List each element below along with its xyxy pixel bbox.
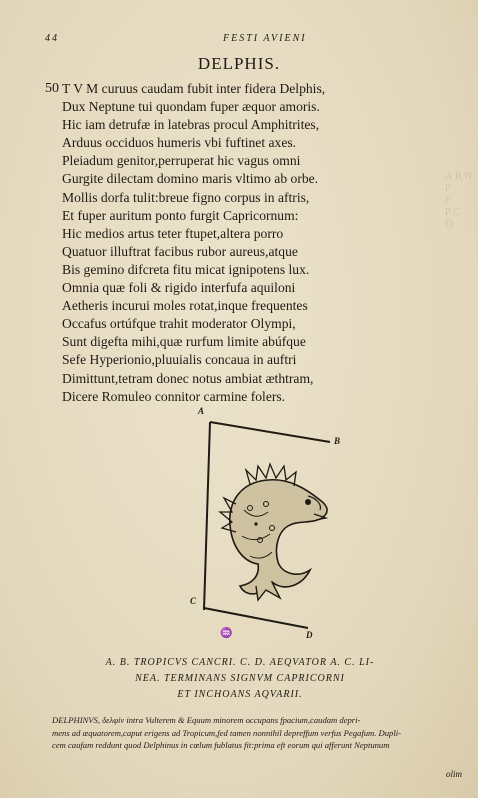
verse-line: Mollis dorfa tulit:breue figno corpus in aftris, bbox=[62, 189, 310, 205]
figure-caption bbox=[60, 655, 420, 703]
caption-line: ET INCHOANS AQVARII. bbox=[177, 689, 303, 700]
bleed-through-line: P bbox=[444, 182, 453, 194]
bleed-through-line: E bbox=[444, 194, 454, 206]
verse-line: Aetheris incurui moles rotat,inque frequentes bbox=[62, 298, 308, 314]
catchword: olim bbox=[446, 769, 463, 779]
bleed-through-text bbox=[445, 170, 474, 230]
bleed-through-line: PC bbox=[444, 206, 463, 218]
verse-line: Sefe Hyperionio,pluuialis concaua in auftri bbox=[62, 352, 297, 368]
verse-line: Arduus occiduos humeris vbi fuftinet axes. bbox=[62, 135, 297, 151]
line-number: 50 bbox=[45, 81, 59, 96]
boundary-line bbox=[204, 422, 210, 610]
verse-line: Gurgite dilectam domino maris vltimo ab orbe. bbox=[62, 171, 319, 187]
note-line: mens ad æquatorem,caput erigens ad Tropicum,fed tamen nonnihil depreffum verfus Pegafum. Dupli- bbox=[52, 727, 401, 738]
aquarius-sign: ♒ bbox=[220, 628, 233, 639]
verse-line: Sunt digefta mihi,quæ rurfum limite abúfque bbox=[62, 334, 306, 350]
verse-line: Omnia quæ foli & rigido interfufa aquiloni bbox=[62, 280, 296, 296]
verse-line: Quatuor illuftrat facibus rubor aureus,atque bbox=[62, 243, 298, 259]
label-a: A bbox=[198, 406, 205, 416]
verse-line: Occafus ortúfque trahit moderator Olympi, bbox=[62, 316, 296, 332]
delphinus-figure bbox=[180, 400, 350, 650]
commentary-note bbox=[52, 714, 452, 752]
verse-block bbox=[62, 80, 402, 406]
bleed-through-line: D bbox=[444, 218, 455, 230]
note-line: cem caufam reddunt quod Delphinus in cœlum fublatus fit:prima eft eorum qui afferunt Neptunum bbox=[52, 740, 390, 750]
section-title: DELPHIS. bbox=[197, 54, 281, 73]
bleed-through-line: ARN bbox=[444, 170, 474, 182]
label-c: C bbox=[190, 596, 197, 606]
verse-line: Hic iam detrufæ in latebras procul Amphitrites, bbox=[62, 117, 320, 133]
verse-line: Bis gemino difcreta fitu micat ignipotens lux. bbox=[62, 261, 310, 277]
verse-line: Hic medios artus teter ftupet,altera porro bbox=[62, 225, 284, 241]
caption-line: NEA. TERMINANS SIGNVM CAPRICORNI bbox=[135, 673, 345, 684]
running-title: FESTI AVIENI bbox=[223, 33, 307, 44]
verse-line: T V M curuus caudam fubit inter fidera Delphis, bbox=[62, 81, 326, 96]
note-line: DELPHINVS, δελφίν intra Vulterem & Equum minorem occupans fpacium,caudam depri- bbox=[52, 715, 361, 725]
verse-line: Dimittunt,tetram donec notus ambiat æthtram, bbox=[62, 370, 314, 386]
verse-line: Et fuper auritum ponto furgit Capricornum: bbox=[62, 207, 299, 223]
verse-line: Dux Neptune tui quondam fuper æquor amoris. bbox=[62, 99, 320, 115]
constellation-diagram bbox=[180, 400, 350, 650]
caption-line: A. B. TROPICVS CANCRI. C. D. AEQVATOR A. C. LI- bbox=[105, 657, 375, 668]
verse-line: Dicere Romuleo connitor carmine folers. bbox=[62, 388, 286, 404]
tropic-line bbox=[210, 422, 330, 442]
dolphin-icon bbox=[220, 464, 327, 600]
label-b: B bbox=[334, 436, 341, 446]
page-number: 44 bbox=[45, 33, 59, 44]
running-header bbox=[45, 33, 448, 47]
verse-line: Pleiadum genitor,perruperat hic vagus omni bbox=[62, 153, 301, 169]
label-d: D bbox=[306, 630, 313, 640]
equator-line bbox=[204, 608, 308, 628]
